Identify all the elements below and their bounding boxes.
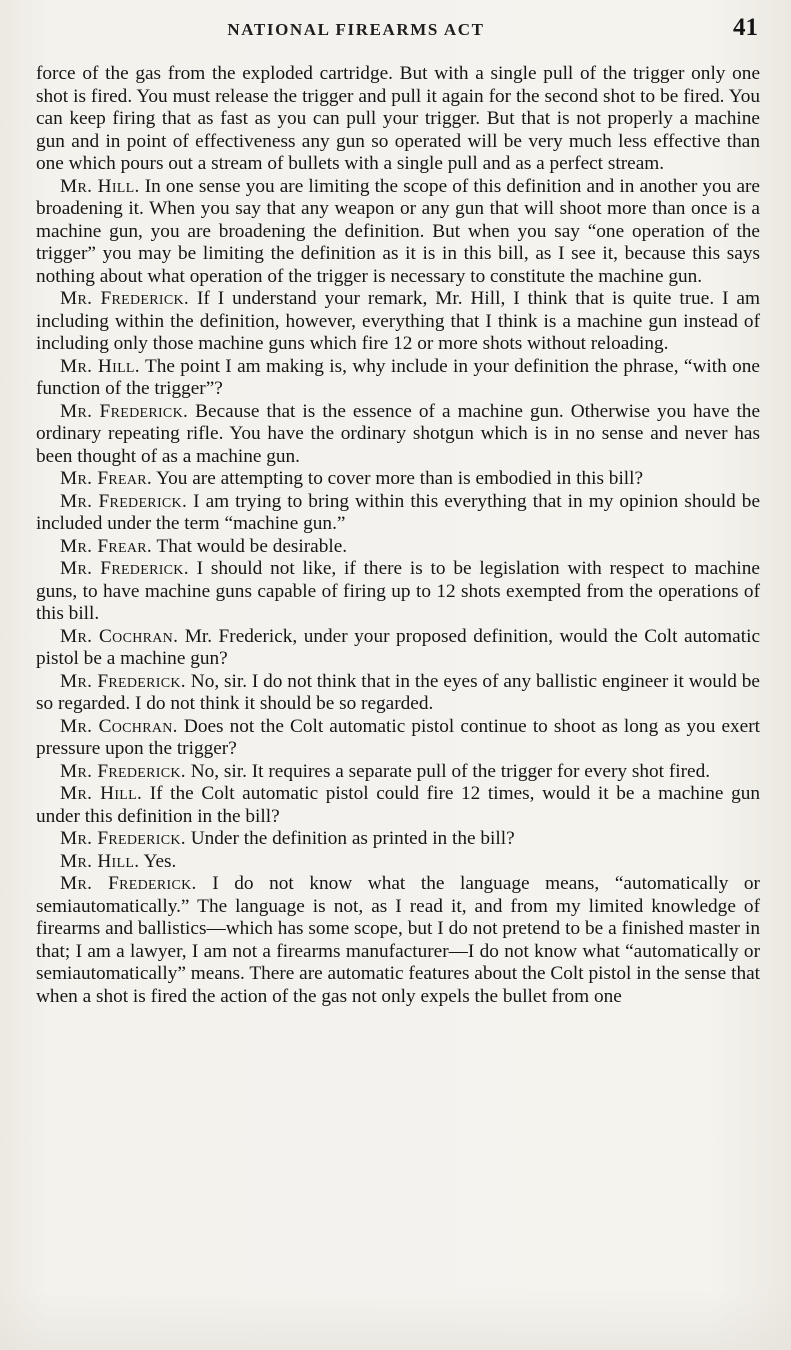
paragraph (36, 558, 760, 626)
paragraph-text: If the Colt automatic pistol could fire 12 times, would it be a machine gun under this definition in the bill? (36, 783, 760, 827)
paragraph-text: No, sir. It requires a separate pull of the trigger for every shot fired. (190, 760, 711, 782)
paragraph (36, 671, 760, 716)
paragraph (36, 468, 760, 491)
speaker-name: Mr. Frederick. (60, 288, 189, 309)
speaker-name: Mr. Hill. (60, 175, 140, 197)
speaker-name: Mr. Frederick. (60, 670, 186, 692)
speaker-name: Mr. Frederick. (60, 400, 189, 422)
paragraph-text: Yes. (143, 850, 177, 872)
paragraph-text: I am trying to bring within this everything that in my opinion should be included under the term “machine gun.” (36, 490, 760, 534)
paragraph (36, 851, 760, 874)
speaker-name: Mr. Cochran. (60, 625, 179, 647)
paragraph (36, 491, 760, 536)
speaker-name: Mr. Cochran. (60, 715, 178, 737)
paragraph (36, 536, 760, 559)
paragraph (36, 288, 760, 356)
paragraph (36, 761, 760, 784)
paragraph-text: Under the definition as printed in the bill? (190, 828, 515, 849)
paragraph (36, 176, 760, 289)
speaker-name: Mr. Frederick. (60, 490, 188, 512)
paragraph-text: Because that is the essence of a machine gun. Otherwise you have the ordinary repeating rifle. You have the ordinary shotgun which is in no sense and never has been thought of as a machine gun. (36, 400, 761, 467)
paragraph-text: The point I am making is, why include in your definition the phrase, “with one function of the trigger”? (36, 355, 760, 399)
page-header (36, 14, 764, 48)
speaker-name: Mr. Frederick. (60, 828, 186, 849)
speaker-name: Mr. Hill. (60, 783, 143, 804)
paragraph (36, 828, 760, 851)
paragraph-text: That would be desirable. (156, 535, 348, 557)
transcript-body (36, 63, 760, 1008)
paragraph-text: Does not the Colt automatic pistol continue to shoot as long as you exert pressure upon the trigger? (36, 715, 760, 759)
paragraph-text: You are attempting to cover more than is embodied in this bill? (156, 468, 644, 489)
paragraph (36, 356, 760, 401)
paragraph-text: force of the gas from the exploded cartridge. But with a single pull of the trigger only one shot is fired. You must release the trigger and pull it again for the second shot to be fired. You can keep firing that as fast as you can pull your trigger. But that is not properly a machine gun and in point of effectiveness any gun so operated will be very much less effective than one which pours out a stream of bullets with a single pull and as a perfect stream. (36, 63, 760, 174)
page-number: 41 (733, 14, 758, 41)
paragraph (36, 716, 760, 761)
paragraph-text: In one sense you are limiting the scope of this definition and in another you are broadening it. When you say that any weapon or any gun that will shoot more than once is a machine gun, you are broadening the definition. But when you say “one operation of the trigger” you may be limiting the definition as it is in this bill, as I see it, because this says nothing about what operation of the trigger is necessary to constitute the machine gun. (36, 175, 760, 287)
speaker-name: Mr. Frederick. (60, 760, 186, 782)
paragraph-text: I do not know what the language means, “automatically or semiautomatically.” The language is not, as I read it, and from my limited knowledge of firearms and ballistics—which has some scope, but I do not pretend to be a finished master in that; I am a lawyer, I am not a firearms manufacturer—I do not know what “automatically or semiautomatically” means. There are automatic features about the Colt pistol in the sense that when a shot is fired the action of the gas not only expels the bullet from one (36, 873, 760, 1007)
paragraph (36, 626, 760, 671)
paragraph (36, 873, 760, 1008)
paragraph-text: No, sir. I do not think that in the eyes of any ballistic engineer it would be so regarded. I do not think it should be so regarded. (36, 670, 760, 714)
speaker-name: Mr. Frederick. (60, 873, 197, 894)
paragraph (36, 401, 760, 469)
speaker-name: Mr. Frear. (60, 468, 153, 489)
speaker-name: Mr. Hill. (60, 355, 140, 377)
paragraph-text: I should not like, if there is to be legislation with respect to machine guns, to have machine guns capable of firing up to 12 shots exempted from the operations of this bill. (36, 558, 760, 624)
page-edge-shadow (0, 1290, 791, 1350)
paragraph (36, 63, 760, 176)
speaker-name: Mr. Frear. (60, 535, 153, 557)
speaker-name: Mr. Frederick. (60, 558, 189, 579)
paragraph (36, 783, 760, 828)
paragraph-text: Mr. Frederick, under your proposed definition, would the Colt automatic pistol be a machine gun? (36, 625, 760, 669)
speaker-name: Mr. Hill. (60, 850, 140, 872)
paragraph-text: If I understand your remark, Mr. Hill, I think that is quite true. I am including within the definition, however, everything that I think is a machine gun instead of including only those machine guns which fire 12 or more shots without reloading. (36, 288, 760, 354)
running-head: NATIONAL FIREARMS ACT (227, 20, 485, 39)
